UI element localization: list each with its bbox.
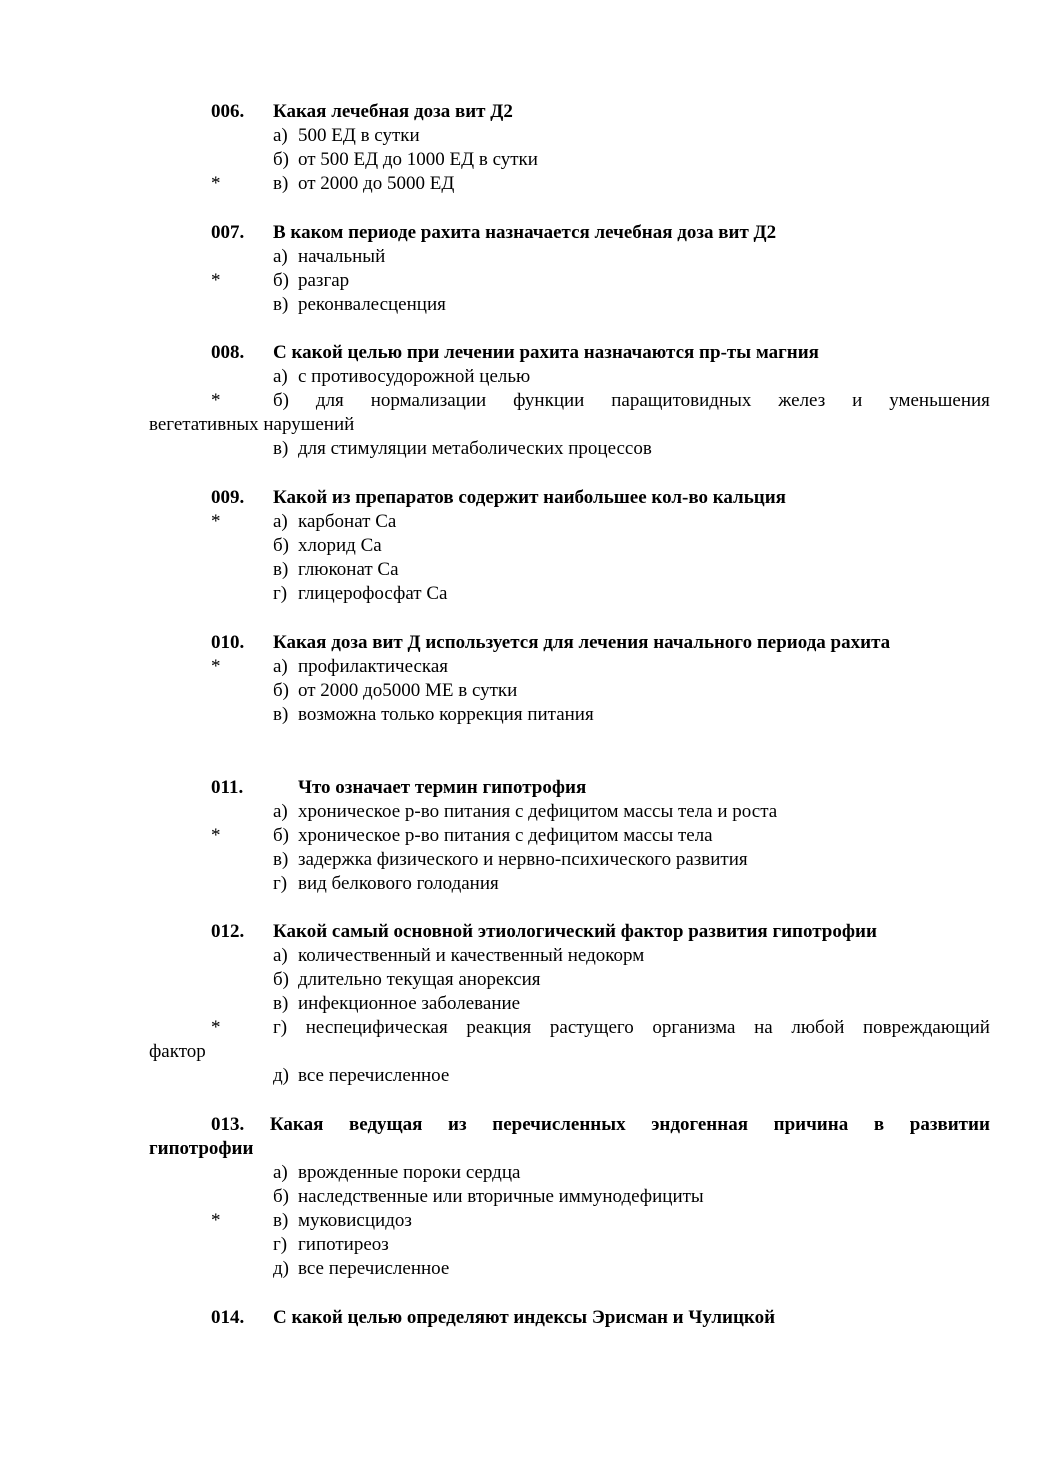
answer-option	[273, 944, 644, 968]
question-text: Что означает термин гипотрофия	[298, 777, 587, 798]
answer-option	[273, 582, 447, 606]
question-number: 012.	[211, 921, 245, 942]
option-word: желез	[778, 390, 826, 411]
option-label: б)	[273, 535, 289, 556]
correct-answer-marker: *	[211, 390, 221, 411]
option-text: глицерофосфат Са	[298, 583, 448, 604]
option-label: б)	[273, 270, 289, 291]
option-label: а)	[273, 125, 288, 146]
option-label: г)	[273, 873, 288, 894]
question-text: Какой из препаратов содержит наибольшее кол-во кальция	[273, 487, 786, 508]
correct-answer-marker: *	[211, 825, 221, 846]
option-text: наследственные или вторичные иммунодефициты	[298, 1186, 704, 1207]
question-word: в	[873, 1114, 885, 1135]
question-word: развитии	[909, 1114, 990, 1135]
answer-option	[273, 992, 520, 1016]
answer-option	[273, 872, 499, 896]
answer-option	[273, 1161, 520, 1185]
option-text: карбонат Са	[298, 511, 397, 532]
option-text: вид белкового голодания	[298, 873, 499, 894]
correct-answer-marker: *	[211, 1017, 221, 1038]
question-word: ведущая	[349, 1114, 423, 1135]
option-word: на	[754, 1017, 773, 1038]
question-number: 014.	[211, 1307, 245, 1328]
option-text: все перечисленное	[298, 1065, 450, 1086]
answer-option	[273, 968, 541, 992]
answer-option-justified	[273, 1016, 990, 1040]
question-number: 008.	[211, 342, 245, 363]
option-label: а)	[273, 656, 288, 677]
option-label: г)	[273, 1017, 288, 1038]
option-word: функции	[513, 390, 585, 411]
answer-option	[273, 1185, 704, 1209]
option-word: повреждающий	[863, 1017, 990, 1038]
answer-option	[273, 1233, 389, 1257]
option-label: а)	[273, 511, 288, 532]
option-label: а)	[273, 1162, 288, 1183]
option-label: а)	[273, 366, 288, 387]
option-label: г)	[273, 1234, 288, 1255]
option-word: организма	[652, 1017, 736, 1038]
option-text: от 2000 до5000 МЕ в сутки	[298, 680, 518, 701]
question-word: Какая	[269, 1114, 324, 1135]
question-continuation: гипотрофии	[149, 1138, 254, 1159]
correct-answer-marker: *	[211, 173, 221, 194]
option-word: и	[852, 390, 863, 411]
option-label: в)	[273, 1210, 289, 1231]
option-continuation: вегетативных нарушений	[149, 414, 355, 435]
question-number: 013.	[211, 1114, 245, 1135]
option-text: разгар	[298, 270, 350, 291]
option-text: 500 ЕД в сутки	[298, 125, 420, 146]
option-text: глюконат Са	[298, 559, 399, 580]
answer-option	[273, 269, 349, 293]
option-text: муковисцидоз	[298, 1210, 412, 1231]
option-label: в)	[273, 438, 289, 459]
question-word: причина	[773, 1114, 849, 1135]
option-label: б)	[273, 1186, 289, 1207]
option-text: хлорид Са	[298, 535, 382, 556]
option-label: д)	[273, 1258, 289, 1279]
correct-answer-marker: *	[211, 1210, 221, 1231]
option-text: возможна только коррекция питания	[298, 704, 594, 725]
option-text: все перечисленное	[298, 1258, 450, 1279]
answer-option	[273, 824, 713, 848]
option-label: б)	[273, 680, 289, 701]
option-label: в)	[273, 294, 289, 315]
option-word: реакция	[466, 1017, 532, 1038]
option-word: растущего	[549, 1017, 634, 1038]
answer-option-justified	[273, 389, 990, 413]
option-text: реконвалесценция	[298, 294, 446, 315]
correct-answer-marker: *	[211, 656, 221, 677]
question-text: Какая лечебная доза вит Д2	[273, 101, 513, 122]
option-text: с противосудорожной целью	[298, 366, 531, 387]
option-word: любой	[791, 1017, 845, 1038]
option-label: в)	[273, 849, 289, 870]
option-text: от 500 ЕД до 1000 ЕД в сутки	[298, 149, 538, 170]
question-text: Какой самый основной этиологический фактор развития гипотрофии	[273, 921, 877, 942]
option-continuation: фактор	[149, 1041, 206, 1062]
option-text: хроническое р-во питания с дефицитом массы тела и роста	[298, 801, 778, 822]
option-text: гипотиреоз	[298, 1234, 389, 1255]
answer-option	[273, 365, 530, 389]
option-text: от 2000 до 5000 ЕД	[298, 173, 455, 194]
option-word: нормализации	[370, 390, 487, 411]
question-number: 011.	[211, 777, 244, 798]
option-label: б)	[273, 969, 289, 990]
answer-option	[273, 848, 748, 872]
option-text: врожденные пороки сердца	[298, 1162, 521, 1183]
option-word: неспецифическая	[305, 1017, 448, 1038]
option-label: а)	[273, 246, 288, 267]
option-label: б)	[273, 825, 289, 846]
option-word: уменьшения	[889, 390, 990, 411]
option-label: д)	[273, 1065, 289, 1086]
option-word: для	[315, 390, 344, 411]
question-text: С какой целью определяют индексы Эрисман и Чулицкой	[273, 1307, 776, 1328]
answer-option	[273, 1209, 412, 1233]
answer-option	[273, 1064, 449, 1088]
correct-answer-marker: *	[211, 270, 221, 291]
question-word: эндогенная	[651, 1114, 748, 1135]
question-number: 009.	[211, 487, 245, 508]
correct-answer-marker: *	[211, 511, 221, 532]
answer-option	[273, 148, 538, 172]
option-text: хроническое р-во питания с дефицитом массы тела	[298, 825, 713, 846]
question-text: С какой целью при лечении рахита назначаются пр-ты магния	[273, 342, 819, 363]
answer-option	[273, 703, 594, 727]
question-word: перечисленных	[492, 1114, 626, 1135]
answer-option	[273, 1257, 449, 1281]
option-label: в)	[273, 704, 289, 725]
question-number: 007.	[211, 222, 245, 243]
option-label: г)	[273, 583, 288, 604]
option-label: б)	[273, 390, 289, 411]
answer-option	[273, 534, 382, 558]
answer-option	[273, 800, 777, 824]
answer-option	[273, 172, 454, 196]
question-word: из	[448, 1114, 467, 1135]
question-number: 006.	[211, 101, 245, 122]
answer-option	[273, 679, 517, 703]
option-text: инфекционное заболевание	[298, 993, 521, 1014]
option-text: длительно текущая анорексия	[298, 969, 541, 990]
question-number: 010.	[211, 632, 245, 653]
option-text: для стимуляции метаболических процессов	[298, 438, 652, 459]
question-text: Какая доза вит Д используется для лечения начального периода рахита	[273, 632, 891, 653]
option-text: задержка физического и нервно-психического развития	[298, 849, 748, 870]
answer-option	[273, 124, 420, 148]
answer-option	[273, 655, 448, 679]
option-word: паращитовидных	[611, 390, 752, 411]
option-text: начальный	[298, 246, 386, 267]
option-label: б)	[273, 149, 289, 170]
option-label: в)	[273, 173, 289, 194]
answer-option	[273, 558, 399, 582]
answer-option	[273, 293, 446, 317]
option-label: а)	[273, 945, 288, 966]
question-justified	[211, 1113, 990, 1137]
option-label: в)	[273, 993, 289, 1014]
answer-option	[273, 437, 652, 461]
option-text: количественный и качественный недокорм	[298, 945, 645, 966]
option-text: профилактическая	[298, 656, 449, 677]
option-label: а)	[273, 801, 288, 822]
question-text: В каком периоде рахита назначается лечебная доза вит Д2	[273, 222, 777, 243]
option-label: в)	[273, 559, 289, 580]
answer-option	[273, 510, 396, 534]
answer-option	[273, 245, 385, 269]
